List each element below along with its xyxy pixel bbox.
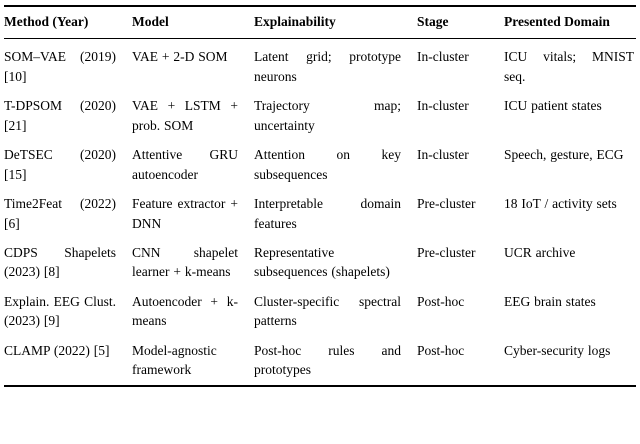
document-page (4, 0, 636, 387)
methods-comparison-table (4, 5, 636, 387)
table-row (4, 336, 636, 386)
table-cell: SOM–VAE (2019) [10] (4, 49, 116, 84)
table-cell: ICU patient states (504, 98, 602, 114)
table-body (4, 39, 636, 386)
table-row (4, 140, 636, 189)
table-cell: EEG brain states (504, 293, 596, 309)
table-row (4, 39, 636, 91)
table-cell: Attention on key subsequences (254, 147, 401, 182)
table-cell: DeTSEC (2020) [15] (4, 147, 116, 182)
table-cell: Latent grid; prototype neurons (254, 49, 401, 84)
table-cell: UCR archive (504, 244, 576, 260)
table-cell: Interpretable domain features (254, 196, 401, 231)
table-cell: In-cluster (417, 98, 469, 114)
table-cell: T-DPSOM (2020) [21] (4, 98, 116, 133)
table-cell: CLAMP (2022) [5] (4, 342, 110, 358)
table-cell: Autoencoder + k-means (132, 293, 238, 329)
header-row (4, 6, 636, 39)
table-cell: Pre-cluster (417, 196, 476, 212)
column-header: Presented Domain (504, 6, 636, 39)
table-cell: Speech, gesture, ECG (504, 147, 624, 163)
table-row (4, 287, 636, 336)
table-row (4, 189, 636, 238)
table-cell: Explain. EEG Clust. (2023) [9] (4, 293, 116, 329)
table-cell: In-cluster (417, 49, 469, 65)
table-cell: Attentive GRU autoencoder (132, 147, 238, 182)
table-cell: Cluster-specific spectral patterns (254, 293, 401, 329)
table-cell: Time2Feat (2022) [6] (4, 196, 116, 231)
table-cell: Post-hoc rules and prototypes (254, 342, 401, 378)
table-cell: VAE + 2-D SOM (132, 49, 228, 65)
table-cell: In-cluster (417, 147, 469, 163)
column-header: Model (132, 6, 254, 39)
column-header: Method (Year) (4, 6, 132, 39)
table-row (4, 91, 636, 140)
table-cell: ICU vitals; MNIST seq. (504, 49, 634, 84)
table-cell: Model-agnostic framework (132, 342, 217, 378)
table-row (4, 238, 636, 287)
table-cell: Representative subsequences (shapelets) (254, 244, 390, 280)
table-cell: Cyber-security logs (504, 342, 611, 358)
table-cell: 18 IoT / activity sets (504, 196, 617, 212)
column-header: Explainability (254, 6, 417, 39)
table-cell: VAE + LSTM + prob. SOM (132, 98, 238, 133)
table-cell: Trajectory map; uncertainty (254, 98, 401, 133)
column-header: Stage (417, 6, 504, 39)
table-cell: Post-hoc (417, 342, 465, 358)
table-cell: Post-hoc (417, 293, 465, 309)
table-cell: CDPS Shapelets (2023) [8] (4, 244, 116, 280)
table-cell: CNN shapelet learner + k-means (132, 244, 238, 280)
table-cell: Pre-cluster (417, 244, 476, 260)
table-cell: Feature extractor + DNN (132, 196, 238, 231)
